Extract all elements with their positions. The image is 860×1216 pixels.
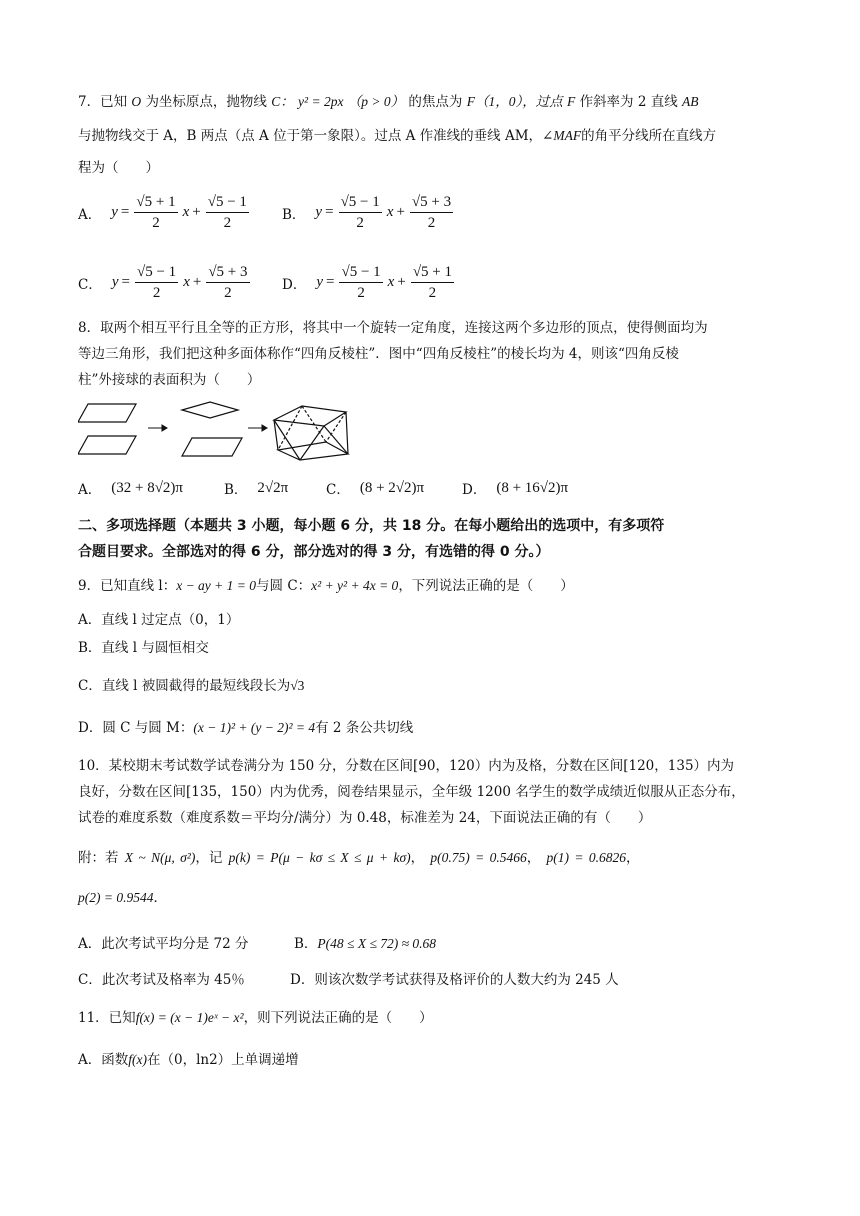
q9-option-d: D．圆 C 与圆 M：(x − 1)² + (y − 2)² = 4有 2 条公共切线 [78,720,414,736]
q10-option-a: A．此次考试平均分是 72 分 [78,936,249,952]
q7-stem-line1: 7．已知 O 为坐标原点，抛物线 C： y² = 2px （p > 0） 的焦点为 F（1，0），过点 F 作斜率为 2 直线 AB [78,94,699,110]
rotated-squares-icon [182,402,242,456]
q11-stem: 11．已知f(x) = (x − 1)eˣ − x²，则下列说法正确的是（ ） [78,1010,433,1026]
q8-stem-line2: 等边三角形，我们把这种多面体称作“四角反棱柱”．图中“四角反棱柱”的棱长均为 4，则该“四角反棱 [78,346,679,362]
arrow-icon [148,425,167,431]
q7-option-c: C． y = $\frac{√5 - 1}{2}$ x + $\frac{√5 + 3}{2}$ [78,264,248,301]
q7-stem-line2: 与抛物线交于 A，B 两点（点 A 位于第一象限）。过点 A 作准线的垂线 AM，∠MAF的角平分线所在直线方 [78,128,717,144]
q9-option-c: C．直线 l 被圆截得的最短线段长为√3 [78,678,305,694]
antiprism-figure [78,398,358,462]
q10-option-c: C．此次考试及格率为 45％ [78,972,245,988]
q7-option-d: D． y = $\frac{√5 - 1}{2}$ x + $\frac{√5 + 1}{2}$ [282,264,453,301]
q8-option-b: B． 2√2π [224,479,289,498]
q7-option-b: B． y = $\frac{√5 - 1}{2}$ x + $\frac{√5 + 3}{2}$ [282,194,452,231]
q9-option-a: A．直线 l 过定点（0，1） [78,612,240,628]
q10-option-b: B．P(48 ≤ X ≤ 72) ≈ 0.68 [294,936,437,952]
q9-stem: 9．已知直线 l：x − ay + 1 = 0与圆 C：x² + y² + 4x = 0，下列说法正确的是（ ） [78,578,574,594]
q8-option-c: C． (8 + 2√2)π [326,479,425,498]
q10-appendix-line2: p(2) = 0.9544． [78,890,167,906]
section-2-heading-line1: 二、多项选择题（本题共 3 小题，每小题 6 分，共 18 分。在每小题给出的选项中，有多项符 [78,518,665,534]
section-2-heading-line2: 合题目要求。全部选对的得 6 分，部分选对的得 3 分，有选错的得 0 分。） [78,544,550,560]
q9-option-b: B．直线 l 与圆恒相交 [78,640,209,656]
antiprism-icon [274,406,348,460]
q10-option-d: D．则该次数学考试获得及格评价的人数大约为 245 人 [290,972,619,988]
q10-appendix-line1: 附：若 X ~ N(μ, σ²)，记 p(k) = P(μ − kσ ≤ X ≤ μ + kσ)， p(0.75) = 0.5466， p(1) = 0.6826， [78,850,640,866]
q7-stem-line3: 程为（ ） [78,160,159,176]
q8-stem-line1: 8．取两个相互平行且全等的正方形，将其中一个旋转一定角度，连接这两个多边形的顶点，使得侧面均为 [78,320,708,336]
q7-option-a: A． y = $\frac{√5 + 1}{2}$ x + $\frac{√5 - 1}{2}$ [78,194,247,231]
q10-stem-line2: 良好，分数在区间[135，150）内为优秀，阅卷结果显示，全年级 1200 名学生的数学成绩近似服从正态分布， [78,784,745,800]
q10-stem-line1: 10．某校期末考试数学试卷满分为 150 分，分数在区间[90，120）内为及格，分数在区间[120，135）内为 [78,758,735,774]
q8-stem-line3: 柱”外接球的表面积为（ ） [78,372,261,388]
q10-stem-line3: 试卷的难度系数（难度系数＝平均分/满分）为 0.48，标准差为 24，下面说法正确的有（ ） [78,810,652,826]
q11-option-a: A．函数f(x)在（0，ln2）上单调递增 [78,1052,299,1068]
arrow-icon [248,425,267,431]
parallel-squares-icon [78,404,136,454]
q8-option-d: D． (8 + 16√2)π [462,479,569,498]
q8-option-a: A． (32 + 8√2)π [78,479,184,498]
